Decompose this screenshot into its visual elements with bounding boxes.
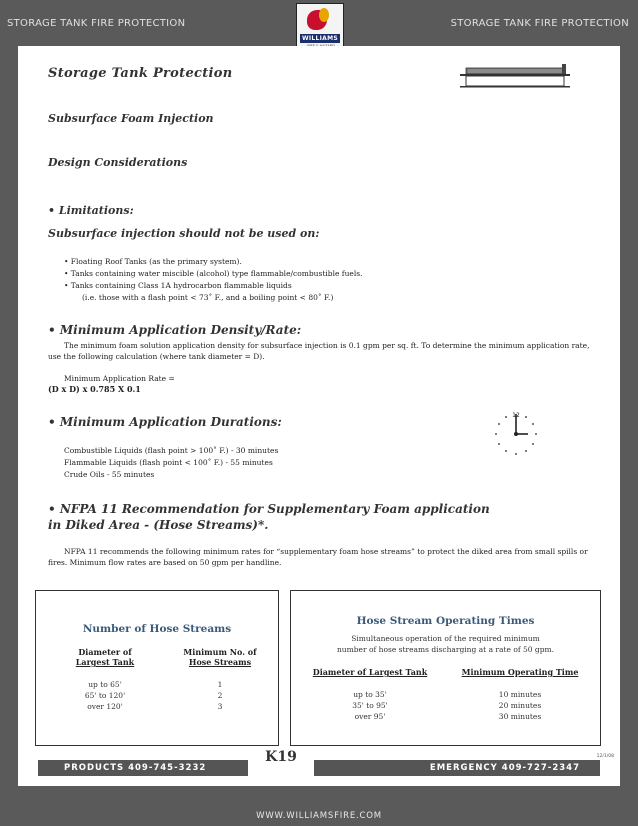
hose-streams-title: Number of Hose Streams bbox=[82, 623, 232, 635]
formula: (D x D) x 0.785 X 0.1 bbox=[48, 384, 141, 394]
col-head-largest-tank: Diameter of Largest Tank bbox=[312, 667, 428, 677]
subtitle-design: Design Considerations bbox=[48, 156, 188, 169]
storage-tank-illustration bbox=[458, 58, 573, 94]
table-row: 35' to 95' bbox=[352, 701, 388, 710]
page-code: K19 bbox=[248, 746, 314, 776]
duration-item: Flammable Liquids (flash point < 100˚ F.) - 55 minutes bbox=[64, 458, 273, 467]
website-url: WWW.WILLIAMSFIRE.COM bbox=[256, 811, 382, 821]
table-row: over 95' bbox=[354, 712, 386, 721]
limitations-subheading: Subsurface injection should not be used on: bbox=[48, 227, 320, 240]
table-cell: 2 bbox=[217, 691, 223, 700]
limitations-heading: • Limitations: bbox=[48, 204, 134, 217]
table-row: over 120' bbox=[87, 702, 123, 711]
table-cell: 3 bbox=[217, 702, 223, 711]
density-text-line2: use the following calculation (where tank diameter = D). bbox=[48, 352, 265, 361]
limitations-item-note: (i.e. those with a flash point < 73˚ F., and a boiling point < 80˚ F.) bbox=[82, 293, 334, 302]
hose-streams-table bbox=[35, 590, 279, 746]
limitations-item: • Tanks containing Class 1A hydrocarbon flammable liquids bbox=[64, 281, 292, 290]
table-row: up to 35' bbox=[353, 690, 387, 699]
page-content bbox=[18, 46, 620, 786]
table-cell: 30 minutes bbox=[498, 712, 542, 721]
header-left-text: STORAGE TANK FIRE PROTECTION bbox=[7, 18, 186, 29]
products-phone: PRODUCTS 409-745-3232 bbox=[64, 763, 207, 773]
table-cell: 1 bbox=[217, 680, 223, 689]
density-heading: • Minimum Application Density/Rate: bbox=[48, 323, 302, 337]
clock-label: 12 bbox=[512, 412, 520, 419]
nfpa-heading-line1: • NFPA 11 Recommendation for Supplementary Foam application bbox=[48, 502, 490, 516]
table-cell: 10 minutes bbox=[498, 690, 542, 699]
tables-area bbox=[35, 590, 601, 746]
logo-wordmark: WILLIAMS bbox=[301, 35, 339, 42]
hose-times-table bbox=[290, 590, 601, 746]
table-row: 65' to 120' bbox=[84, 691, 126, 700]
footer-bar bbox=[38, 760, 600, 776]
document-id: 12/1/08 bbox=[596, 754, 614, 759]
durations-heading: • Minimum Application Durations: bbox=[48, 415, 282, 429]
duration-item: Crude Oils - 55 minutes bbox=[64, 470, 155, 479]
hose-times-title: Hose Stream Operating Times bbox=[356, 615, 535, 627]
table-row: up to 65' bbox=[88, 680, 122, 689]
logo-flame-accent bbox=[319, 8, 329, 22]
col-head-diameter: Diameter of Largest Tank bbox=[75, 647, 135, 667]
emergency-phone: EMERGENCY 409-727-2347 bbox=[429, 763, 580, 773]
density-text-line1: The minimum foam solution application density for subsurface injection is 0.1 gpm per sq. ft. To determine the minimum application rate, bbox=[64, 341, 590, 350]
hose-times-note-line2: number of hose streams discharging at a rate of 50 gpm. bbox=[336, 645, 555, 654]
header-right-text: STORAGE TANK FIRE PROTECTION bbox=[450, 18, 629, 29]
col-head-min-streams: Minimum No. of Hose Streams bbox=[183, 647, 257, 667]
duration-item: Combustible Liquids (flash point > 100˚ F.) - 30 minutes bbox=[64, 446, 279, 455]
nfpa-heading-line2: in Diked Area - (Hose Streams)*. bbox=[48, 518, 269, 532]
nfpa-text-line2: fires. Minimum flow rates are based on 50 gpm per handline. bbox=[48, 558, 282, 567]
page-title: Storage Tank Protection bbox=[48, 66, 233, 81]
limitations-item: • Floating Roof Tanks (as the primary system). bbox=[64, 257, 242, 266]
hose-times-note-line1: Simultaneous operation of the required minimum bbox=[351, 634, 540, 643]
formula-label: Minimum Application Rate = bbox=[64, 374, 175, 383]
clock-icon bbox=[492, 408, 540, 456]
nfpa-text-line1: NFPA 11 recommends the following minimum rates for “supplementary foam hose streams” to protect the diked area from small spills or bbox=[64, 547, 588, 556]
limitations-item: • Tanks containing water miscible (alcohol) type flammable/combustible fuels. bbox=[64, 269, 363, 278]
subtitle-subsurface: Subsurface Foam Injection bbox=[48, 112, 214, 125]
col-head-operating-time: Minimum Operating Time bbox=[461, 667, 579, 677]
table-cell: 20 minutes bbox=[498, 701, 542, 710]
williams-logo bbox=[296, 3, 344, 51]
